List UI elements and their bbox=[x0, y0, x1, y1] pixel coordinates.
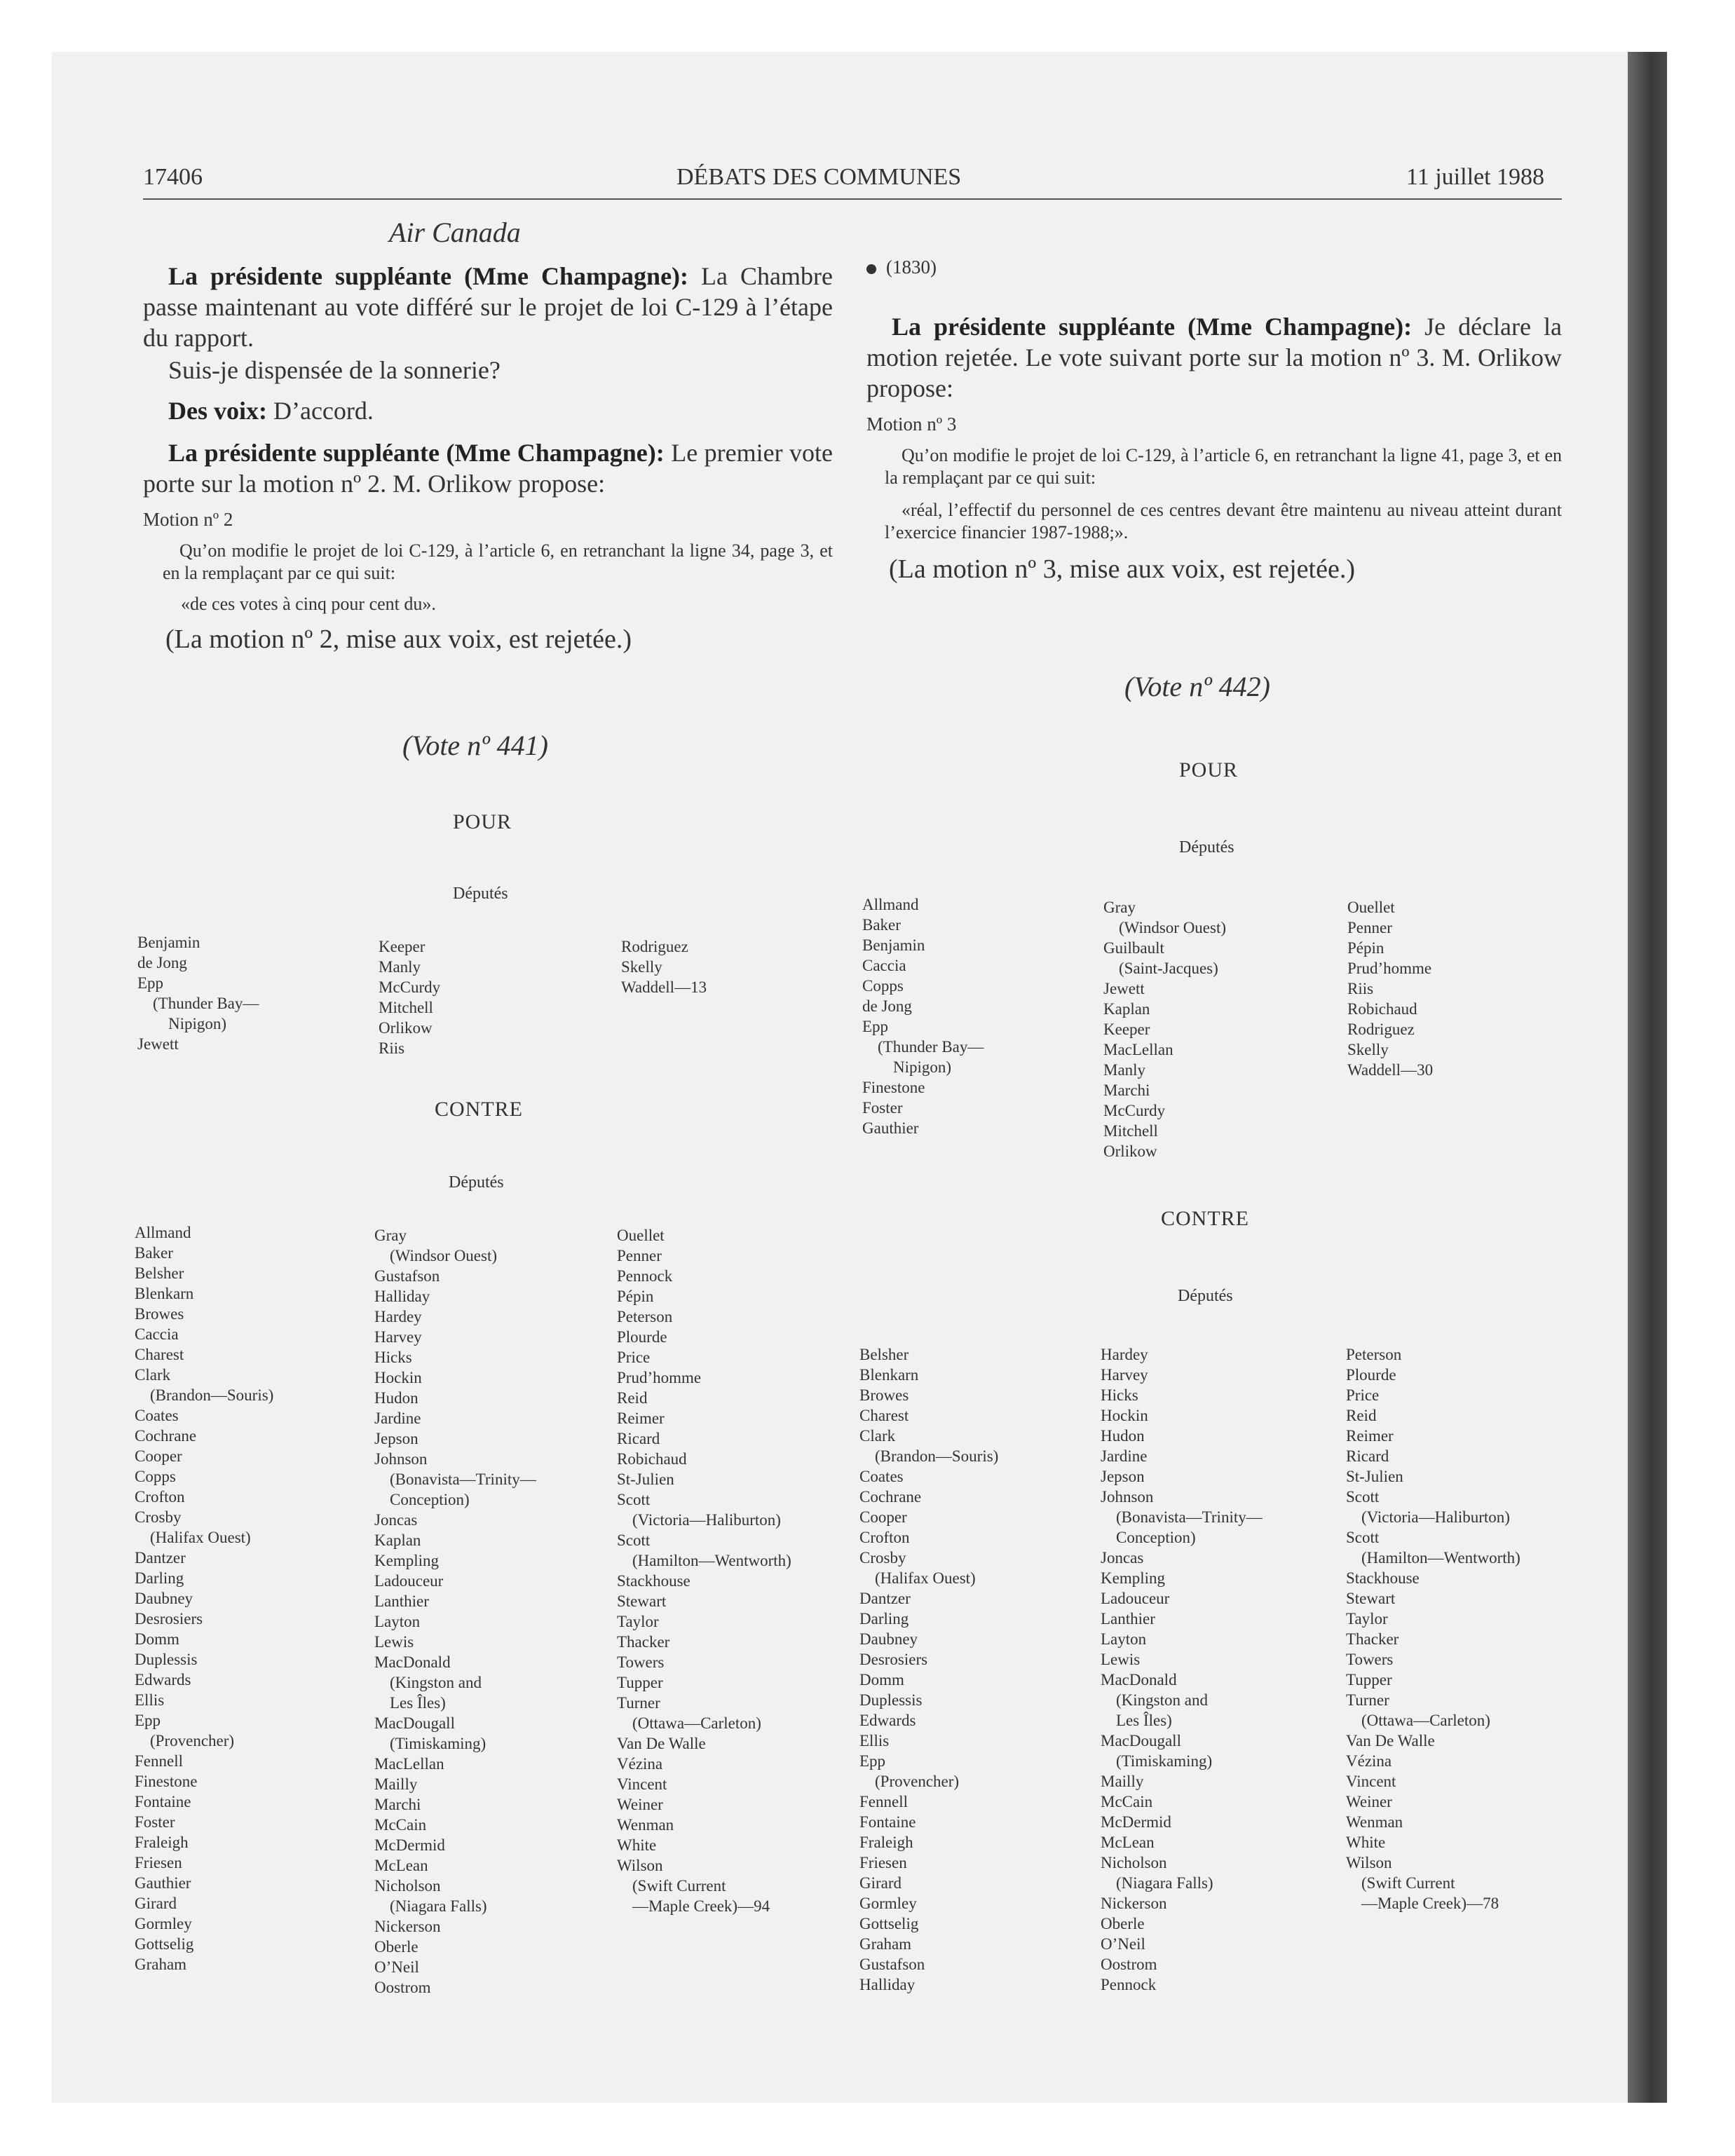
member-name: McCurdy bbox=[379, 978, 441, 996]
member-name: Friesen bbox=[135, 1854, 182, 1871]
member-name: Nickerson bbox=[374, 1918, 441, 1935]
member-name: Epp bbox=[137, 974, 164, 992]
member-name: Blenkarn bbox=[859, 1366, 919, 1384]
member-riding: Les Îles) bbox=[1116, 1712, 1172, 1729]
member-name: Belsher bbox=[135, 1264, 184, 1282]
member-name: Coates bbox=[859, 1468, 904, 1485]
member-name: Gray bbox=[374, 1227, 407, 1244]
member-name: Gottselig bbox=[135, 1935, 194, 1953]
member-name: Oberle bbox=[1101, 1915, 1145, 1932]
member-riding: (Hamilton—Wentworth) bbox=[632, 1552, 791, 1569]
vote-441-pour-subheading: Députés bbox=[453, 885, 508, 903]
time-marker: (1830) bbox=[866, 255, 937, 279]
member-name: Edwards bbox=[135, 1671, 191, 1688]
member-name: St-Julien bbox=[617, 1471, 674, 1488]
member-name: Charest bbox=[135, 1346, 184, 1363]
member-name: Cochrane bbox=[135, 1427, 197, 1445]
member-name: Epp bbox=[859, 1752, 886, 1770]
member-name: Oostrom bbox=[1101, 1956, 1157, 1973]
member-name: Manly bbox=[1103, 1061, 1146, 1079]
member-riding: (Brandon—Souris) bbox=[875, 1447, 999, 1465]
member-name: Layton bbox=[1101, 1630, 1147, 1648]
member-name: Desrosiers bbox=[859, 1651, 928, 1668]
member-riding: (Thunder Bay— bbox=[878, 1038, 984, 1056]
member-name: Pennock bbox=[617, 1267, 673, 1285]
member-name: Riis bbox=[379, 1039, 405, 1057]
section-title: Air Canada bbox=[389, 217, 521, 248]
member-name: Cochrane bbox=[859, 1488, 922, 1506]
vote-442-contre-heading: CONTRE bbox=[1161, 1207, 1249, 1230]
member-name: Hardey bbox=[1101, 1346, 1148, 1363]
motion-result: (La motion nº 3, mise aux voix, est rejetée.) bbox=[889, 554, 1355, 584]
member-name: Jewett bbox=[137, 1035, 179, 1053]
member-name: Crosby bbox=[859, 1549, 906, 1567]
member-name: Ouellet bbox=[1347, 899, 1395, 916]
member-name: Vézina bbox=[1346, 1752, 1392, 1770]
member-riding: (Halifax Ouest) bbox=[875, 1569, 976, 1587]
member-name: Mitchell bbox=[1103, 1122, 1158, 1140]
member-name: Cooper bbox=[859, 1508, 907, 1526]
member-name: Allmand bbox=[862, 896, 919, 913]
member-name: Prud’homme bbox=[1347, 960, 1432, 977]
member-name: Oostrom bbox=[374, 1979, 431, 1996]
member-name: Joncas bbox=[374, 1511, 418, 1529]
member-name: Lewis bbox=[374, 1633, 414, 1651]
member-name: O’Neil bbox=[1101, 1935, 1145, 1953]
member-name: Graham bbox=[135, 1956, 187, 1973]
member-name: Marchi bbox=[1103, 1082, 1150, 1099]
member-riding: (Swift Current bbox=[1361, 1874, 1455, 1892]
member-name: Rodriguez bbox=[621, 938, 688, 955]
member-name: Edwards bbox=[859, 1712, 916, 1729]
member-riding: (Victoria—Haliburton) bbox=[632, 1511, 781, 1529]
member-name: Graham bbox=[859, 1935, 912, 1953]
member-name: McDermid bbox=[1101, 1813, 1171, 1831]
motion-quote: «réal, l’effectif du personnel de ces centres devant être maintenu au niveau atteint durant l’exercice financier 1987-1988;». bbox=[885, 500, 1562, 543]
member-name: Vincent bbox=[1346, 1773, 1396, 1790]
vote-441-pour-heading: POUR bbox=[453, 810, 512, 833]
member-name: McCain bbox=[1101, 1793, 1153, 1810]
member-name: Fennell bbox=[135, 1752, 183, 1770]
member-name: Ricard bbox=[617, 1430, 660, 1447]
member-name: Finestone bbox=[862, 1079, 925, 1096]
member-name: Towers bbox=[1346, 1651, 1394, 1668]
speaker: La présidente suppléante (Mme Champagne): bbox=[168, 262, 689, 290]
member-name: Coates bbox=[135, 1407, 179, 1424]
member-riding: (Swift Current bbox=[632, 1877, 726, 1895]
member-name: Crofton bbox=[859, 1529, 910, 1546]
member-name: Weiner bbox=[1346, 1793, 1392, 1810]
member-name: MacDonald bbox=[374, 1653, 451, 1671]
member-name: Hicks bbox=[374, 1349, 412, 1366]
member-name: Foster bbox=[862, 1099, 903, 1117]
member-name: Penner bbox=[1347, 919, 1392, 936]
member-riding: Nipigon) bbox=[168, 1015, 227, 1032]
member-riding: (Timiskaming) bbox=[1116, 1752, 1213, 1770]
scan-edge-bar bbox=[1628, 52, 1667, 2103]
member-name: Daubney bbox=[135, 1590, 193, 1607]
member-name: Johnson bbox=[374, 1450, 428, 1468]
member-riding: (Provencher) bbox=[150, 1732, 235, 1749]
member-name: Mailly bbox=[1101, 1773, 1144, 1790]
member-riding: (Ottawa—Carleton) bbox=[632, 1714, 761, 1732]
member-name: Hockin bbox=[1101, 1407, 1148, 1424]
member-name: Nickerson bbox=[1101, 1895, 1167, 1912]
bullet-dot-icon bbox=[866, 264, 876, 274]
left-paragraph-4: La présidente suppléante (Mme Champagne): Le premier vote porte sur la motion nº 2. M. Orlikow propose: bbox=[143, 439, 833, 498]
member-name: Robichaud bbox=[1347, 1000, 1417, 1018]
member-name: Scott bbox=[1346, 1529, 1380, 1546]
member-name: Thacker bbox=[617, 1633, 670, 1651]
member-name: Dantzer bbox=[135, 1549, 186, 1567]
member-name: de Jong bbox=[137, 954, 187, 971]
left-paragraph-2: Suis-je dispensée de la sonnerie? bbox=[168, 356, 501, 384]
member-name: Stackhouse bbox=[617, 1572, 690, 1590]
member-name: Orlikow bbox=[1103, 1142, 1157, 1160]
member-name: Keeper bbox=[1103, 1021, 1150, 1038]
member-name: Foster bbox=[135, 1813, 175, 1831]
vote-442-contre-col-2 bbox=[1101, 1344, 1263, 1995]
page-number: 17406 bbox=[143, 164, 203, 190]
member-name: McCain bbox=[374, 1816, 427, 1834]
member-name: Stackhouse bbox=[1346, 1569, 1420, 1587]
member-name: Peterson bbox=[1346, 1346, 1402, 1363]
member-riding: Conception) bbox=[1116, 1529, 1196, 1546]
member-name: Fennell bbox=[859, 1793, 908, 1810]
member-name: Fraleigh bbox=[859, 1834, 913, 1851]
member-name: Johnson bbox=[1101, 1488, 1154, 1506]
member-name: Belsher bbox=[859, 1346, 909, 1363]
member-name: McLean bbox=[374, 1857, 428, 1874]
member-name: MacLellan bbox=[1103, 1041, 1173, 1058]
member-name: Jewett bbox=[1103, 980, 1145, 997]
member-name: Dantzer bbox=[859, 1590, 911, 1607]
member-name: Fontaine bbox=[859, 1813, 916, 1831]
vote-442-contre-col-1 bbox=[859, 1344, 998, 1995]
member-name: Harvey bbox=[1101, 1366, 1148, 1384]
member-name: Halliday bbox=[859, 1976, 916, 1993]
member-name: Lanthier bbox=[374, 1592, 429, 1610]
vote-441-contre-heading: CONTRE bbox=[435, 1098, 523, 1121]
member-name: Wilson bbox=[1346, 1854, 1392, 1871]
left-paragraph-1: La présidente suppléante (Mme Champagne): La Chambre passe maintenant au vote différé sur le projet de loi C-129 à l’étape du rapport. bbox=[143, 262, 833, 352]
motion-text: Qu’on modifie le projet de loi C-129, à l’article 6, en retranchant la ligne 41, page 3, et en la remplaçant par ce qui suit: bbox=[885, 445, 1562, 488]
member-name: Kaplan bbox=[374, 1531, 421, 1549]
motion-quote: «de ces votes à cinq pour cent du». bbox=[181, 594, 436, 614]
member-name: Kempling bbox=[374, 1552, 439, 1569]
member-name: Orlikow bbox=[379, 1019, 433, 1037]
member-name: Skelly bbox=[621, 958, 662, 976]
vote-442-pour-col-2 bbox=[1103, 897, 1226, 1161]
member-name: Fontaine bbox=[135, 1793, 191, 1810]
member-name: Gauthier bbox=[135, 1874, 191, 1892]
member-name: Duplessis bbox=[859, 1691, 923, 1709]
member-riding: (Ottawa—Carleton) bbox=[1361, 1712, 1490, 1729]
member-name: Wenman bbox=[617, 1816, 674, 1834]
member-name: Price bbox=[1346, 1386, 1380, 1404]
member-name: Keeper bbox=[379, 938, 426, 955]
member-name: O’Neil bbox=[374, 1958, 419, 1976]
member-riding: (Bonavista—Trinity— bbox=[1116, 1508, 1263, 1526]
member-name: Stewart bbox=[1346, 1590, 1396, 1607]
member-name: Pépin bbox=[617, 1288, 654, 1305]
member-name: Marchi bbox=[374, 1796, 421, 1813]
member-name: Guilbault bbox=[1103, 939, 1164, 957]
member-name: Benjamin bbox=[862, 936, 925, 954]
member-name: Baker bbox=[862, 916, 901, 934]
member-name: Price bbox=[617, 1349, 651, 1366]
member-name: Gustafson bbox=[374, 1267, 440, 1285]
member-name: Clark bbox=[859, 1427, 896, 1445]
member-name: St-Julien bbox=[1346, 1468, 1403, 1485]
member-name: Baker bbox=[135, 1244, 173, 1262]
header-rule bbox=[143, 198, 1562, 200]
member-name: Pépin bbox=[1347, 939, 1384, 957]
member-name: Finestone bbox=[135, 1773, 198, 1790]
member-name: Friesen bbox=[859, 1854, 907, 1871]
member-name: Manly bbox=[379, 958, 421, 976]
vote-441-title: (Vote nº 441) bbox=[402, 730, 548, 761]
right-paragraph-1: La présidente suppléante (Mme Champagne): Je déclare la motion rejetée. Le vote suivant porte sur la motion nº 3. M. Orlikow propose: bbox=[866, 313, 1562, 402]
member-riding: Conception) bbox=[390, 1491, 470, 1508]
member-riding: (Brandon—Souris) bbox=[150, 1386, 274, 1404]
member-name: Allmand bbox=[135, 1224, 191, 1241]
member-name: Lewis bbox=[1101, 1651, 1141, 1668]
member-name: Turner bbox=[617, 1694, 660, 1712]
member-riding: (Halifax Ouest) bbox=[150, 1529, 251, 1546]
vote-441-contre-col-3 bbox=[617, 1225, 791, 1916]
member-name: Oberle bbox=[374, 1938, 419, 1956]
member-name: Ricard bbox=[1346, 1447, 1389, 1465]
member-riding: (Windsor Ouest) bbox=[390, 1247, 498, 1264]
member-riding: (Timiskaming) bbox=[390, 1735, 487, 1752]
speaker: La présidente suppléante (Mme Champagne): bbox=[168, 439, 665, 467]
member-name: Weiner bbox=[617, 1796, 663, 1813]
member-name: MacLellan bbox=[374, 1755, 444, 1773]
member-name: Turner bbox=[1346, 1691, 1389, 1709]
member-name: Nicholson bbox=[1101, 1854, 1167, 1871]
member-riding: (Hamilton—Wentworth) bbox=[1361, 1549, 1520, 1567]
member-riding: (Niagara Falls) bbox=[1116, 1874, 1213, 1892]
member-name: White bbox=[617, 1836, 657, 1854]
member-riding: (Saint-Jacques) bbox=[1119, 960, 1218, 977]
member-riding: (Provencher) bbox=[875, 1773, 960, 1790]
member-name: Domm bbox=[135, 1630, 179, 1648]
member-name: Kempling bbox=[1101, 1569, 1165, 1587]
member-name: Robichaud bbox=[617, 1450, 687, 1468]
member-name: Browes bbox=[859, 1386, 909, 1404]
vote-441-pour-col-2 bbox=[379, 936, 440, 1058]
member-name: Wilson bbox=[617, 1857, 663, 1874]
member-name: Gray bbox=[1103, 899, 1136, 916]
member-name: Prud’homme bbox=[617, 1369, 702, 1386]
member-name: Pennock bbox=[1101, 1976, 1157, 1993]
member-name: Riis bbox=[1347, 980, 1374, 997]
member-name: Skelly bbox=[1347, 1041, 1389, 1058]
page-header-title: DÉBATS DES COMMUNES bbox=[676, 164, 962, 190]
speaker: La présidente suppléante (Mme Champagne): bbox=[892, 313, 1413, 341]
member-name: Scott bbox=[1346, 1488, 1380, 1506]
member-name: Reid bbox=[617, 1389, 648, 1407]
member-riding: (Thunder Bay— bbox=[153, 995, 259, 1012]
vote-442-contre-col-3 bbox=[1346, 1344, 1520, 1913]
member-name: Clark bbox=[135, 1366, 171, 1384]
member-name: Ellis bbox=[859, 1732, 890, 1749]
member-name: Penner bbox=[617, 1247, 662, 1264]
member-name: Cooper bbox=[135, 1447, 182, 1465]
page-header-date: 11 juillet 1988 bbox=[1406, 164, 1545, 190]
member-name: Lanthier bbox=[1101, 1610, 1155, 1628]
member-name: Reimer bbox=[617, 1410, 665, 1427]
member-riding: Nipigon) bbox=[893, 1058, 952, 1076]
member-name: Halliday bbox=[374, 1288, 430, 1305]
member-riding: —Maple Creek)—94 bbox=[632, 1897, 770, 1915]
member-name: Mitchell bbox=[379, 999, 433, 1016]
member-name: Hardey bbox=[374, 1308, 422, 1325]
member-riding: (Kingston and bbox=[1116, 1691, 1208, 1709]
member-name: Gormley bbox=[135, 1915, 192, 1932]
member-name: Jepson bbox=[374, 1430, 419, 1447]
vote-441-contre-col-1 bbox=[135, 1222, 273, 1974]
member-name: Towers bbox=[617, 1653, 665, 1671]
member-name: McCurdy bbox=[1103, 1102, 1166, 1119]
member-name: Jardine bbox=[374, 1410, 421, 1427]
member-name: Copps bbox=[862, 977, 904, 995]
member-name: Reimer bbox=[1346, 1427, 1394, 1445]
member-name: Copps bbox=[135, 1468, 176, 1485]
member-riding: (Windsor Ouest) bbox=[1119, 919, 1227, 936]
member-name: Plourde bbox=[1346, 1366, 1396, 1384]
motion-label: Motion nº 2 bbox=[143, 509, 233, 530]
member-name: McDermid bbox=[374, 1836, 445, 1854]
member-riding: (Kingston and bbox=[390, 1674, 482, 1691]
member-name: Jepson bbox=[1101, 1468, 1145, 1485]
member-name: Mailly bbox=[374, 1775, 418, 1793]
member-name: Van De Walle bbox=[617, 1735, 706, 1752]
member-name: Peterson bbox=[617, 1308, 673, 1325]
member-name: Reid bbox=[1346, 1407, 1377, 1424]
member-name: Caccia bbox=[862, 957, 906, 974]
member-name: Joncas bbox=[1101, 1549, 1144, 1567]
member-name: Benjamin bbox=[137, 934, 200, 951]
member-name: Caccia bbox=[135, 1325, 179, 1343]
member-name: Blenkarn bbox=[135, 1285, 194, 1302]
vote-442-pour-subheading: Députés bbox=[1179, 838, 1234, 857]
member-name: Crosby bbox=[135, 1508, 182, 1526]
member-name: Vézina bbox=[617, 1755, 663, 1773]
member-name: Rodriguez bbox=[1347, 1021, 1415, 1038]
member-name: Plourde bbox=[617, 1328, 667, 1346]
member-name: Crofton bbox=[135, 1488, 185, 1506]
vote-442-pour-col-3 bbox=[1347, 897, 1433, 1080]
member-name: Hudon bbox=[1101, 1427, 1145, 1445]
vote-441-pour-col-3 bbox=[621, 936, 707, 997]
member-name: Girard bbox=[135, 1895, 177, 1912]
vote-442-pour-col-1 bbox=[862, 894, 984, 1138]
motion-result: (La motion nº 2, mise aux voix, est rejetée.) bbox=[165, 625, 632, 654]
member-name: Duplessis bbox=[135, 1651, 198, 1668]
member-name: Scott bbox=[617, 1491, 651, 1508]
member-name: Epp bbox=[135, 1712, 161, 1729]
vote-441-contre-col-2 bbox=[374, 1225, 536, 1998]
member-name: Ladouceur bbox=[374, 1572, 444, 1590]
member-name: Kaplan bbox=[1103, 1000, 1150, 1018]
speaker: Des voix: bbox=[168, 397, 267, 425]
member-name: Fraleigh bbox=[135, 1834, 189, 1851]
member-name: Epp bbox=[862, 1018, 889, 1035]
member-name: Taylor bbox=[617, 1613, 659, 1630]
member-name: Layton bbox=[374, 1613, 421, 1630]
member-name: Taylor bbox=[1346, 1610, 1388, 1628]
member-name: Hudon bbox=[374, 1389, 419, 1407]
member-name: Gustafson bbox=[859, 1956, 925, 1973]
member-name: Browes bbox=[135, 1305, 184, 1323]
member-riding: Les Îles) bbox=[390, 1694, 446, 1712]
member-name: Harvey bbox=[374, 1328, 422, 1346]
vote-441-pour-col-1 bbox=[137, 932, 259, 1054]
member-name: Daubney bbox=[859, 1630, 918, 1648]
member-riding: —Maple Creek)—78 bbox=[1361, 1895, 1499, 1912]
member-name: Ladouceur bbox=[1101, 1590, 1170, 1607]
motion-label: Motion nº 3 bbox=[866, 414, 957, 435]
member-name: McLean bbox=[1101, 1834, 1155, 1851]
member-name: MacDonald bbox=[1101, 1671, 1177, 1688]
member-name: Nicholson bbox=[374, 1877, 441, 1895]
member-riding: (Bonavista—Trinity— bbox=[390, 1471, 536, 1488]
member-name: MacDougall bbox=[374, 1714, 455, 1732]
vote-442-title: (Vote nº 442) bbox=[1124, 671, 1270, 702]
member-name: MacDougall bbox=[1101, 1732, 1181, 1749]
member-name: Stewart bbox=[617, 1592, 667, 1610]
member-name: Wenman bbox=[1346, 1813, 1403, 1831]
member-name: Ouellet bbox=[617, 1227, 665, 1244]
member-name: Darling bbox=[135, 1569, 184, 1587]
vote-441-contre-subheading: Députés bbox=[449, 1173, 504, 1192]
member-name: Desrosiers bbox=[135, 1610, 203, 1628]
member-name: Girard bbox=[859, 1874, 902, 1892]
member-name: Hicks bbox=[1101, 1386, 1138, 1404]
member-name: de Jong bbox=[862, 997, 912, 1015]
member-name: Gauthier bbox=[862, 1119, 919, 1137]
member-name: Hockin bbox=[374, 1369, 422, 1386]
member-name: Domm bbox=[859, 1671, 904, 1688]
member-name: Vincent bbox=[617, 1775, 667, 1793]
member-name: Jardine bbox=[1101, 1447, 1148, 1465]
vote-442-pour-heading: POUR bbox=[1179, 758, 1239, 782]
member-name: Scott bbox=[617, 1531, 651, 1549]
member-name: Ellis bbox=[135, 1691, 165, 1709]
member-name: Waddell—13 bbox=[621, 978, 707, 996]
motion-text: Qu’on modifie le projet de loi C-129, à l’article 6, en retranchant la ligne 34, page 3, et en la remplaçant par ce qui suit: bbox=[163, 540, 833, 583]
member-name: Waddell—30 bbox=[1347, 1061, 1434, 1079]
member-name: Van De Walle bbox=[1346, 1732, 1435, 1749]
member-name: Gottselig bbox=[859, 1915, 919, 1932]
member-name: Gormley bbox=[859, 1895, 917, 1912]
member-riding: (Niagara Falls) bbox=[390, 1897, 487, 1915]
member-name: Tupper bbox=[1346, 1671, 1392, 1688]
member-name: Thacker bbox=[1346, 1630, 1399, 1648]
member-riding: (Victoria—Haliburton) bbox=[1361, 1508, 1510, 1526]
member-name: White bbox=[1346, 1834, 1386, 1851]
member-name: Tupper bbox=[617, 1674, 663, 1691]
left-paragraph-3: Des voix: D’accord. bbox=[168, 397, 374, 425]
member-name: Darling bbox=[859, 1610, 909, 1628]
member-name: Charest bbox=[859, 1407, 909, 1424]
vote-442-contre-subheading: Députés bbox=[1178, 1287, 1233, 1305]
